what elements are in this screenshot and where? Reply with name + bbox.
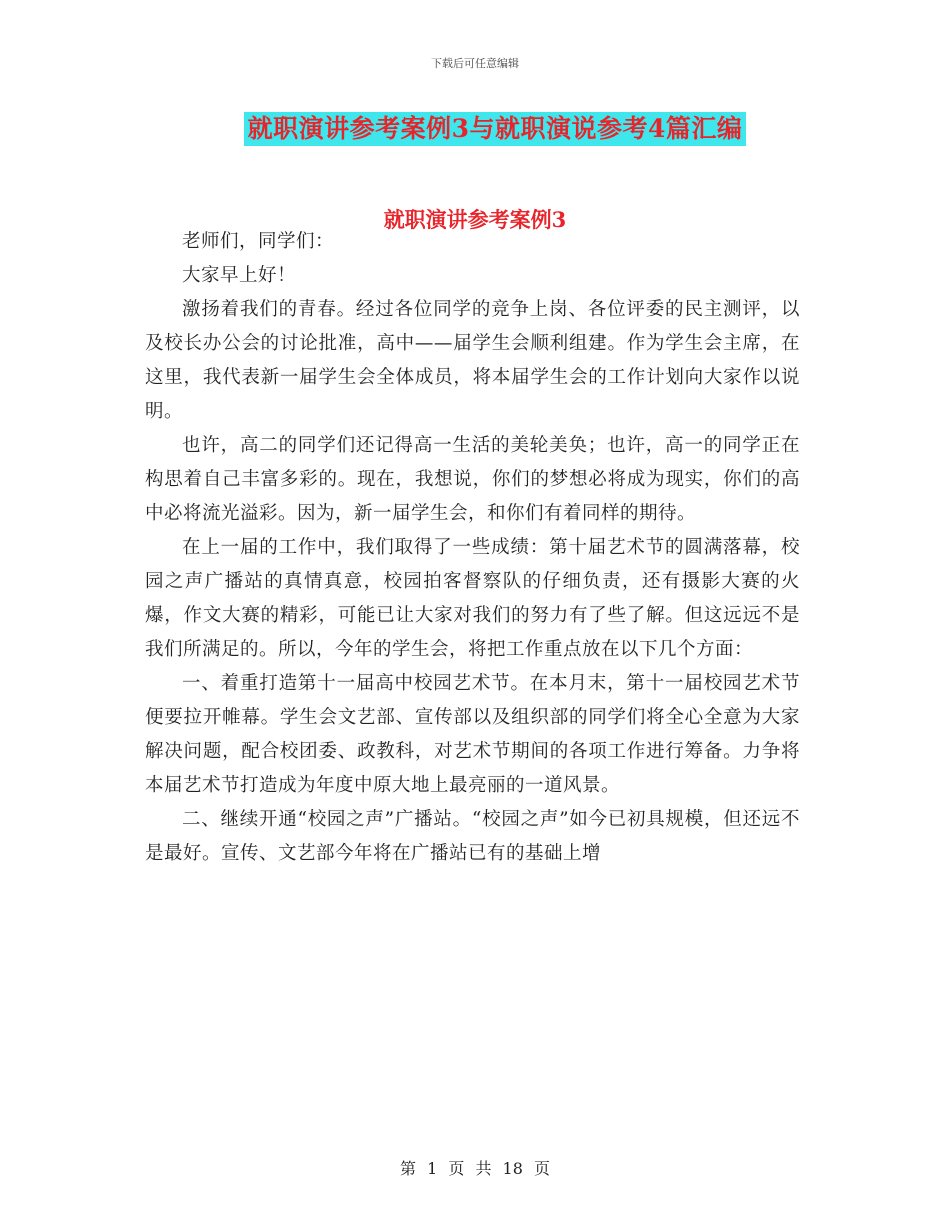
page-header-note: 下载后可任意编辑	[431, 57, 519, 70]
document-title-container	[0, 112, 950, 146]
paragraph-body: 二、继续开通“校园之声”广播站。“校园之声”如今已初具规模，但还远不是最好。宣传、文艺部今年将在广播站已有的基础上增	[145, 809, 800, 864]
section-title: 就职演讲参考案例3	[383, 207, 567, 232]
paragraph-greeting: 大家早上好！	[182, 265, 297, 286]
paragraph-salutation: 老师们，同学们：	[182, 231, 335, 252]
paragraph-body: 也许，高二的同学们还记得高一生活的美轮美奂；也许，高一的同学正在构思着自己丰富多彩的。现在，我想说，你们的梦想必将成为现实，你们的高中必将流光溢彩。因为，新一届学生会，和你们有着同样的期待。	[145, 435, 800, 524]
document-title: 就职演讲参考案例3与就职演说参考4篇汇编	[244, 112, 747, 146]
body-text	[145, 225, 800, 871]
paragraph-body: 一、着重打造第十一届高中校园艺术节。在本月末，第十一届校园艺术节便要拉开帷幕。学生会文艺部、宣传部以及组织部的同学们将全心全意为大家解决问题，配合校团委、政教科，对艺术节期间的各项工作进行筹备。力争将本届艺术节打造成为年度中原大地上最亮丽的一道风景。	[145, 673, 800, 796]
paragraph-body: 在上一届的工作中，我们取得了一些成绩：第十届艺术节的圆满落幕，校园之声广播站的真情真意，校园拍客督察队的仔细负责，还有摄影大赛的火爆，作文大赛的精彩，可能已让大家对我们的努力有了些了解。但这远远不是我们所满足的。所以，今年的学生会，将把工作重点放在以下几个方面：	[145, 537, 800, 660]
paragraph-body: 激扬着我们的青春。经过各位同学的竞争上岗、各位评委的民主测评，以及校长办公会的讨论批准，高中——届学生会顺利组建。作为学生会主席，在这里，我代表新一届学生会全体成员，将本届学生会的工作计划向大家作以说明。	[145, 299, 800, 422]
page-number: 第 1 页 共 18 页	[400, 1159, 550, 1178]
